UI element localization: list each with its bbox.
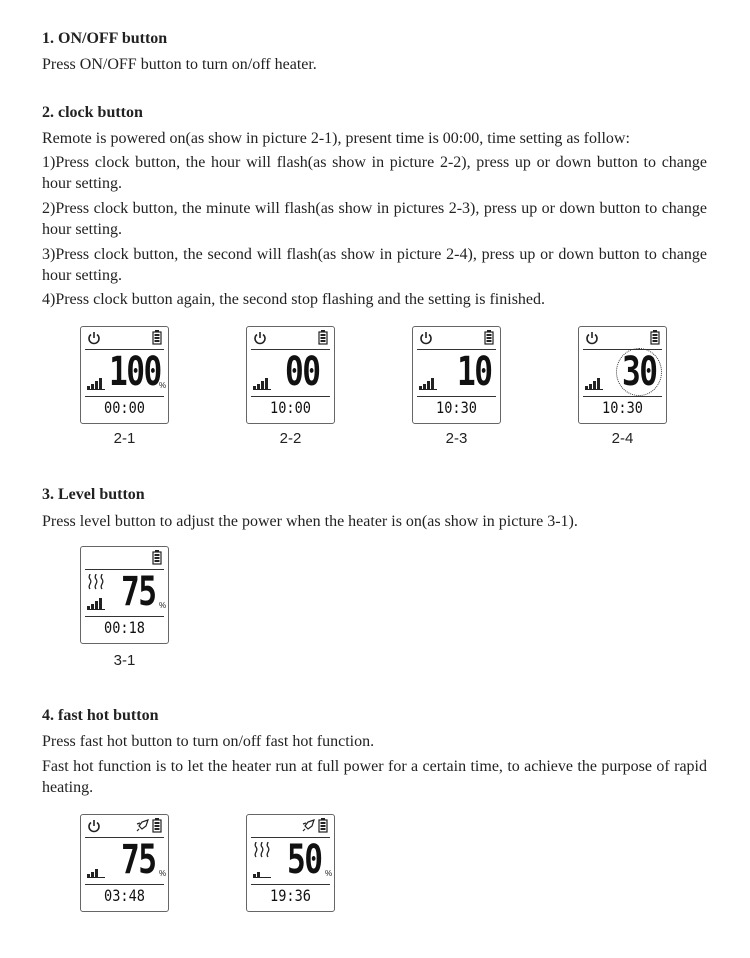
divider — [85, 616, 164, 617]
section-fasthot-title: 4. fast hot button — [42, 707, 159, 724]
lcd-display-2-4 — [578, 326, 667, 424]
lcd-display-2-2 — [246, 326, 335, 424]
signal-icon — [87, 864, 105, 878]
lcd-time: 10:30 — [436, 398, 477, 417]
signal-icon — [253, 376, 271, 390]
lcd-main-value: 00 — [285, 349, 320, 395]
lcd-display-2-3 — [412, 326, 501, 424]
section-level-title: 3. Level button — [42, 486, 145, 503]
lcd-display-fasthot-1 — [80, 814, 169, 912]
rocket-icon — [136, 819, 149, 832]
battery-icon — [152, 550, 162, 565]
power-icon — [87, 819, 101, 833]
divider — [251, 396, 330, 397]
lcd-time: 10:00 — [270, 398, 311, 417]
lcd-time: 19:36 — [270, 886, 311, 905]
section-clock-title: 2. clock button — [42, 104, 143, 121]
signal-icon — [585, 376, 603, 390]
lcd-time: 03:48 — [104, 886, 145, 905]
battery-icon — [318, 818, 328, 833]
divider — [85, 884, 164, 885]
rocket-icon — [302, 819, 315, 832]
section-fasthot-text2: Fast hot function is to let the heater run at full power for a certain time, to achieve the purpose of rapid heating. — [42, 758, 707, 796]
power-icon — [87, 331, 101, 345]
signal-icon — [253, 864, 271, 878]
lcd-display-fasthot-2 — [246, 814, 335, 912]
lcd-time: 10:30 — [602, 398, 643, 417]
divider — [85, 396, 164, 397]
lcd-time: 00:18 — [104, 618, 145, 637]
percent-sign: % — [159, 381, 167, 390]
caption-2-2: 2-2 — [279, 430, 302, 447]
caption-2-1: 2-1 — [113, 430, 136, 447]
section-clock-step4: 4)Press clock button again, the second stop flashing and the setting is finished. — [42, 291, 546, 308]
signal-icon — [87, 376, 105, 390]
lcd-time: 00:00 — [104, 398, 145, 417]
power-icon — [253, 331, 267, 345]
section-clock-step1: 1)Press clock button, the hour will flash(as show in picture 2-2), press up or down button to change hour setting. — [42, 154, 707, 192]
percent-sign: % — [159, 601, 167, 610]
battery-icon — [650, 330, 660, 345]
divider — [583, 396, 662, 397]
divider — [251, 884, 330, 885]
lcd-display-3-1 — [80, 546, 169, 644]
signal-icon — [87, 596, 105, 610]
lcd-main-value: 100 — [109, 349, 161, 395]
battery-icon — [318, 330, 328, 345]
battery-icon — [152, 818, 162, 833]
heat-waves-icon — [252, 841, 272, 859]
heat-waves-icon — [86, 573, 106, 591]
section-clock-intro: Remote is powered on(as show in picture 2-1), present time is 00:00, time setting as follow: — [42, 130, 630, 147]
signal-icon — [419, 376, 437, 390]
lcd-display-2-1 — [80, 326, 169, 424]
caption-3-1: 3-1 — [113, 652, 136, 669]
lcd-main-value: 30 — [622, 349, 657, 395]
caption-2-3: 2-3 — [445, 430, 468, 447]
lcd-main-value: 75 — [121, 837, 156, 883]
lcd-main-value: 75 — [121, 569, 156, 615]
section-onoff-text: Press ON/OFF button to turn on/off heater. — [42, 56, 317, 73]
battery-icon — [484, 330, 494, 345]
power-icon — [419, 331, 433, 345]
caption-2-4: 2-4 — [611, 430, 634, 447]
percent-sign: % — [159, 869, 167, 878]
section-fasthot-text1: Press fast hot button to turn on/off fast hot function. — [42, 733, 375, 750]
battery-icon — [152, 330, 162, 345]
section-onoff-title: 1. ON/OFF button — [42, 30, 168, 47]
divider — [417, 396, 496, 397]
section-clock-step3: 3)Press clock button, the second will flash(as show in picture 2-4), press up or down button to change hour setting. — [42, 246, 707, 284]
power-icon — [585, 331, 599, 345]
section-level-text: Press level button to adjust the power when the heater is on(as show in picture 3-1). — [42, 513, 578, 530]
lcd-main-value: 50 — [287, 837, 322, 883]
section-clock-step2: 2)Press clock button, the minute will flash(as show in pictures 2-3), press up or down button to change hour setting. — [42, 200, 707, 238]
percent-sign: % — [325, 869, 333, 878]
lcd-main-value: 10 — [457, 349, 492, 395]
